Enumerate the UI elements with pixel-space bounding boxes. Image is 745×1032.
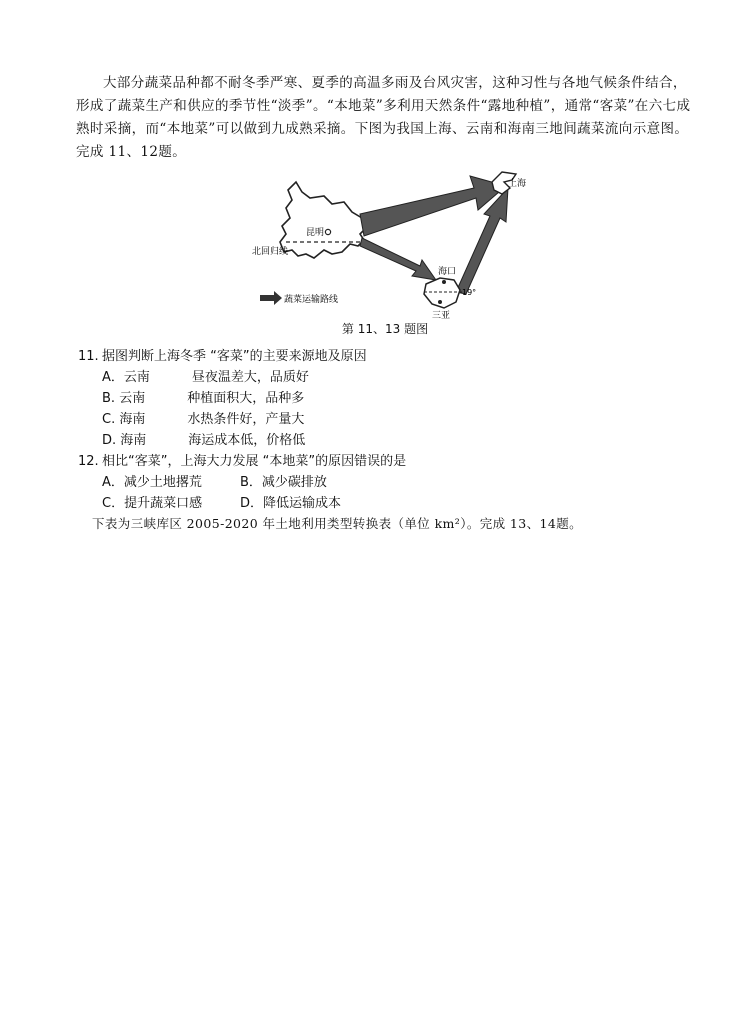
kunming-dot (325, 229, 330, 234)
option-letter: B. (102, 391, 116, 406)
option-place: 云南 (119, 391, 146, 406)
kunming-label: 昆明 (306, 228, 325, 238)
question-number: 12. (78, 454, 99, 469)
yunnan-outline (280, 182, 366, 258)
option-12-c[interactable]: C．提升蔬菜口感 (102, 496, 203, 511)
option-11-b[interactable] (102, 389, 304, 409)
legend-label: 蔬菜运输路线 (284, 295, 339, 305)
tropic-label: 北回归线 (252, 247, 289, 257)
question-stem: 相比“客菜”，上海大力发展 “本地菜”的原因错误的是 (102, 454, 407, 469)
options-12-row2 (102, 494, 341, 514)
thick-arrow-icon (260, 291, 282, 305)
option-12-a[interactable]: A．减少土地撂荒 (102, 475, 202, 490)
arrow-yunnan-haikou (360, 238, 436, 280)
figure-caption: 第 11、13 题图 (341, 322, 429, 336)
option-letter: C. (102, 412, 116, 427)
question-number: 11. (78, 349, 99, 364)
question-12 (78, 452, 406, 472)
option-reason: 种植面积大，品种多 (187, 391, 305, 406)
options-12-row1 (102, 473, 327, 493)
shanghai-label: 上海 (508, 179, 527, 189)
lat19-label: 19° (462, 288, 477, 297)
option-11-c[interactable] (102, 410, 304, 430)
option-12-b[interactable]: B．减少碳排放 (240, 475, 327, 490)
sanya-dot (438, 300, 442, 304)
arrow-yunnan-shanghai (360, 176, 506, 236)
vegetable-flow-map (240, 168, 530, 328)
option-11-d[interactable] (102, 431, 305, 451)
hainan-outline (424, 278, 460, 308)
haikou-label: 海口 (438, 267, 457, 277)
option-11-a[interactable] (102, 368, 309, 388)
option-reason: 水热条件好，产量大 (187, 412, 305, 427)
option-letter: D. (102, 433, 117, 448)
option-letter: A． (102, 370, 124, 385)
option-place: 云南 (123, 370, 150, 385)
option-place: 海南 (120, 433, 147, 448)
option-12-d[interactable]: D．降低运输成本 (240, 496, 342, 511)
question-stem: 据图判断上海冬季 “客菜”的主要来源地及原因 (102, 349, 367, 364)
option-place: 海南 (119, 412, 146, 427)
haikou-dot (442, 280, 446, 284)
intro-paragraph: 大部分蔬菜品种都不耐冬季严寒、夏季的高温多雨及台风灾害，这种习性与各地气候条件结合，形成了蔬菜生产和供应的季节性“淡季”。“本地菜”多利用天然条件“露地种植”，通常“客菜”在六七成熟时采摘，而“本地菜”可以做到九成熟采摘。下图为我国上海、云南和海南三地间蔬菜流向示意图。完成 11、12题。 (76, 75, 691, 160)
question-11 (78, 347, 367, 367)
option-reason: 海运成本低，价格低 (188, 433, 306, 448)
table-intro-text: 下表为三峡库区 2005-2020 年土地利用类型转换表（单位 km²）。完成 13、14题。 (92, 516, 583, 531)
option-reason: 昼夜温差大，品质好 (191, 370, 309, 385)
sanya-label: 三亚 (432, 311, 451, 321)
